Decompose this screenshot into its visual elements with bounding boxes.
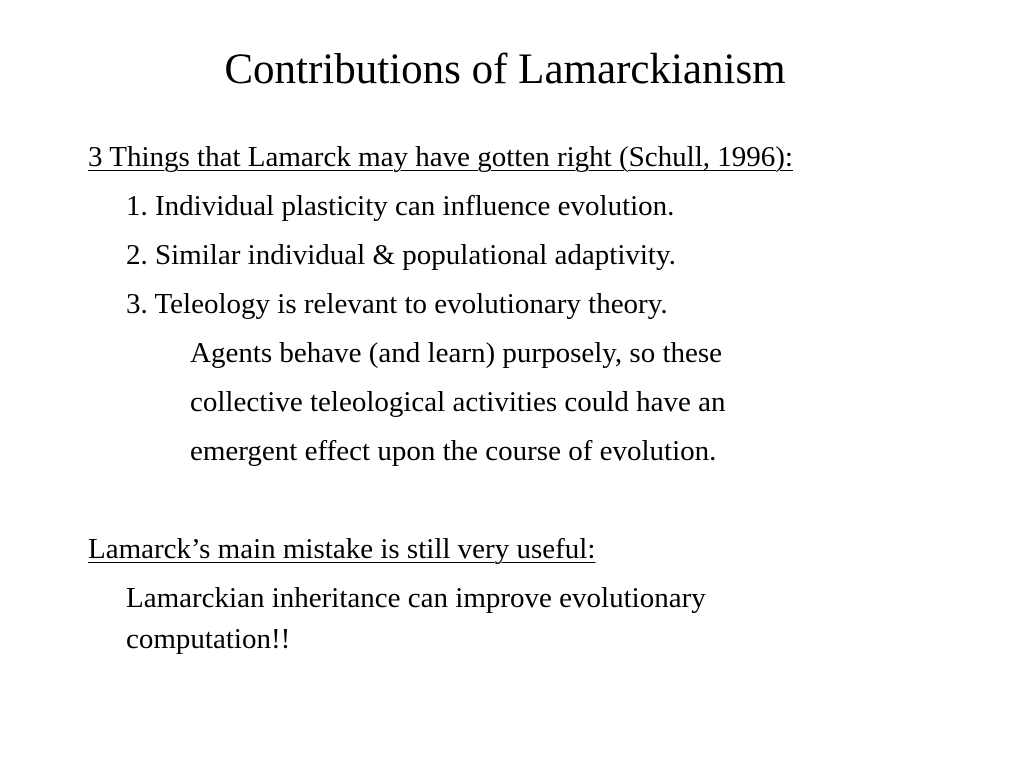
list-item-teleology: 3. Teleology is relevant to evolutionary theory.	[126, 288, 668, 320]
list-item-adaptivity: 2. Similar individual & populational adaptivity.	[126, 239, 676, 271]
slide-title: Contributions of Lamarckianism	[224, 46, 786, 93]
inheritance-body-line: Lamarckian inheritance can improve evolutionary	[126, 582, 706, 614]
section-heading-things-right: 3 Things that Lamarck may have gotten right (Schull, 1996):	[88, 141, 793, 173]
teleology-detail-line: Agents behave (and learn) purposely, so these	[190, 337, 723, 369]
teleology-detail-line: emergent effect upon the course of evolution.	[190, 435, 717, 467]
teleology-detail-line: collective teleological activities could have an	[190, 386, 726, 418]
inheritance-body-line: computation!!	[126, 623, 291, 655]
section-heading-main-mistake: Lamarck’s main mistake is still very useful:	[88, 533, 596, 565]
list-item-plasticity: 1. Individual plasticity can influence evolution.	[126, 190, 675, 222]
